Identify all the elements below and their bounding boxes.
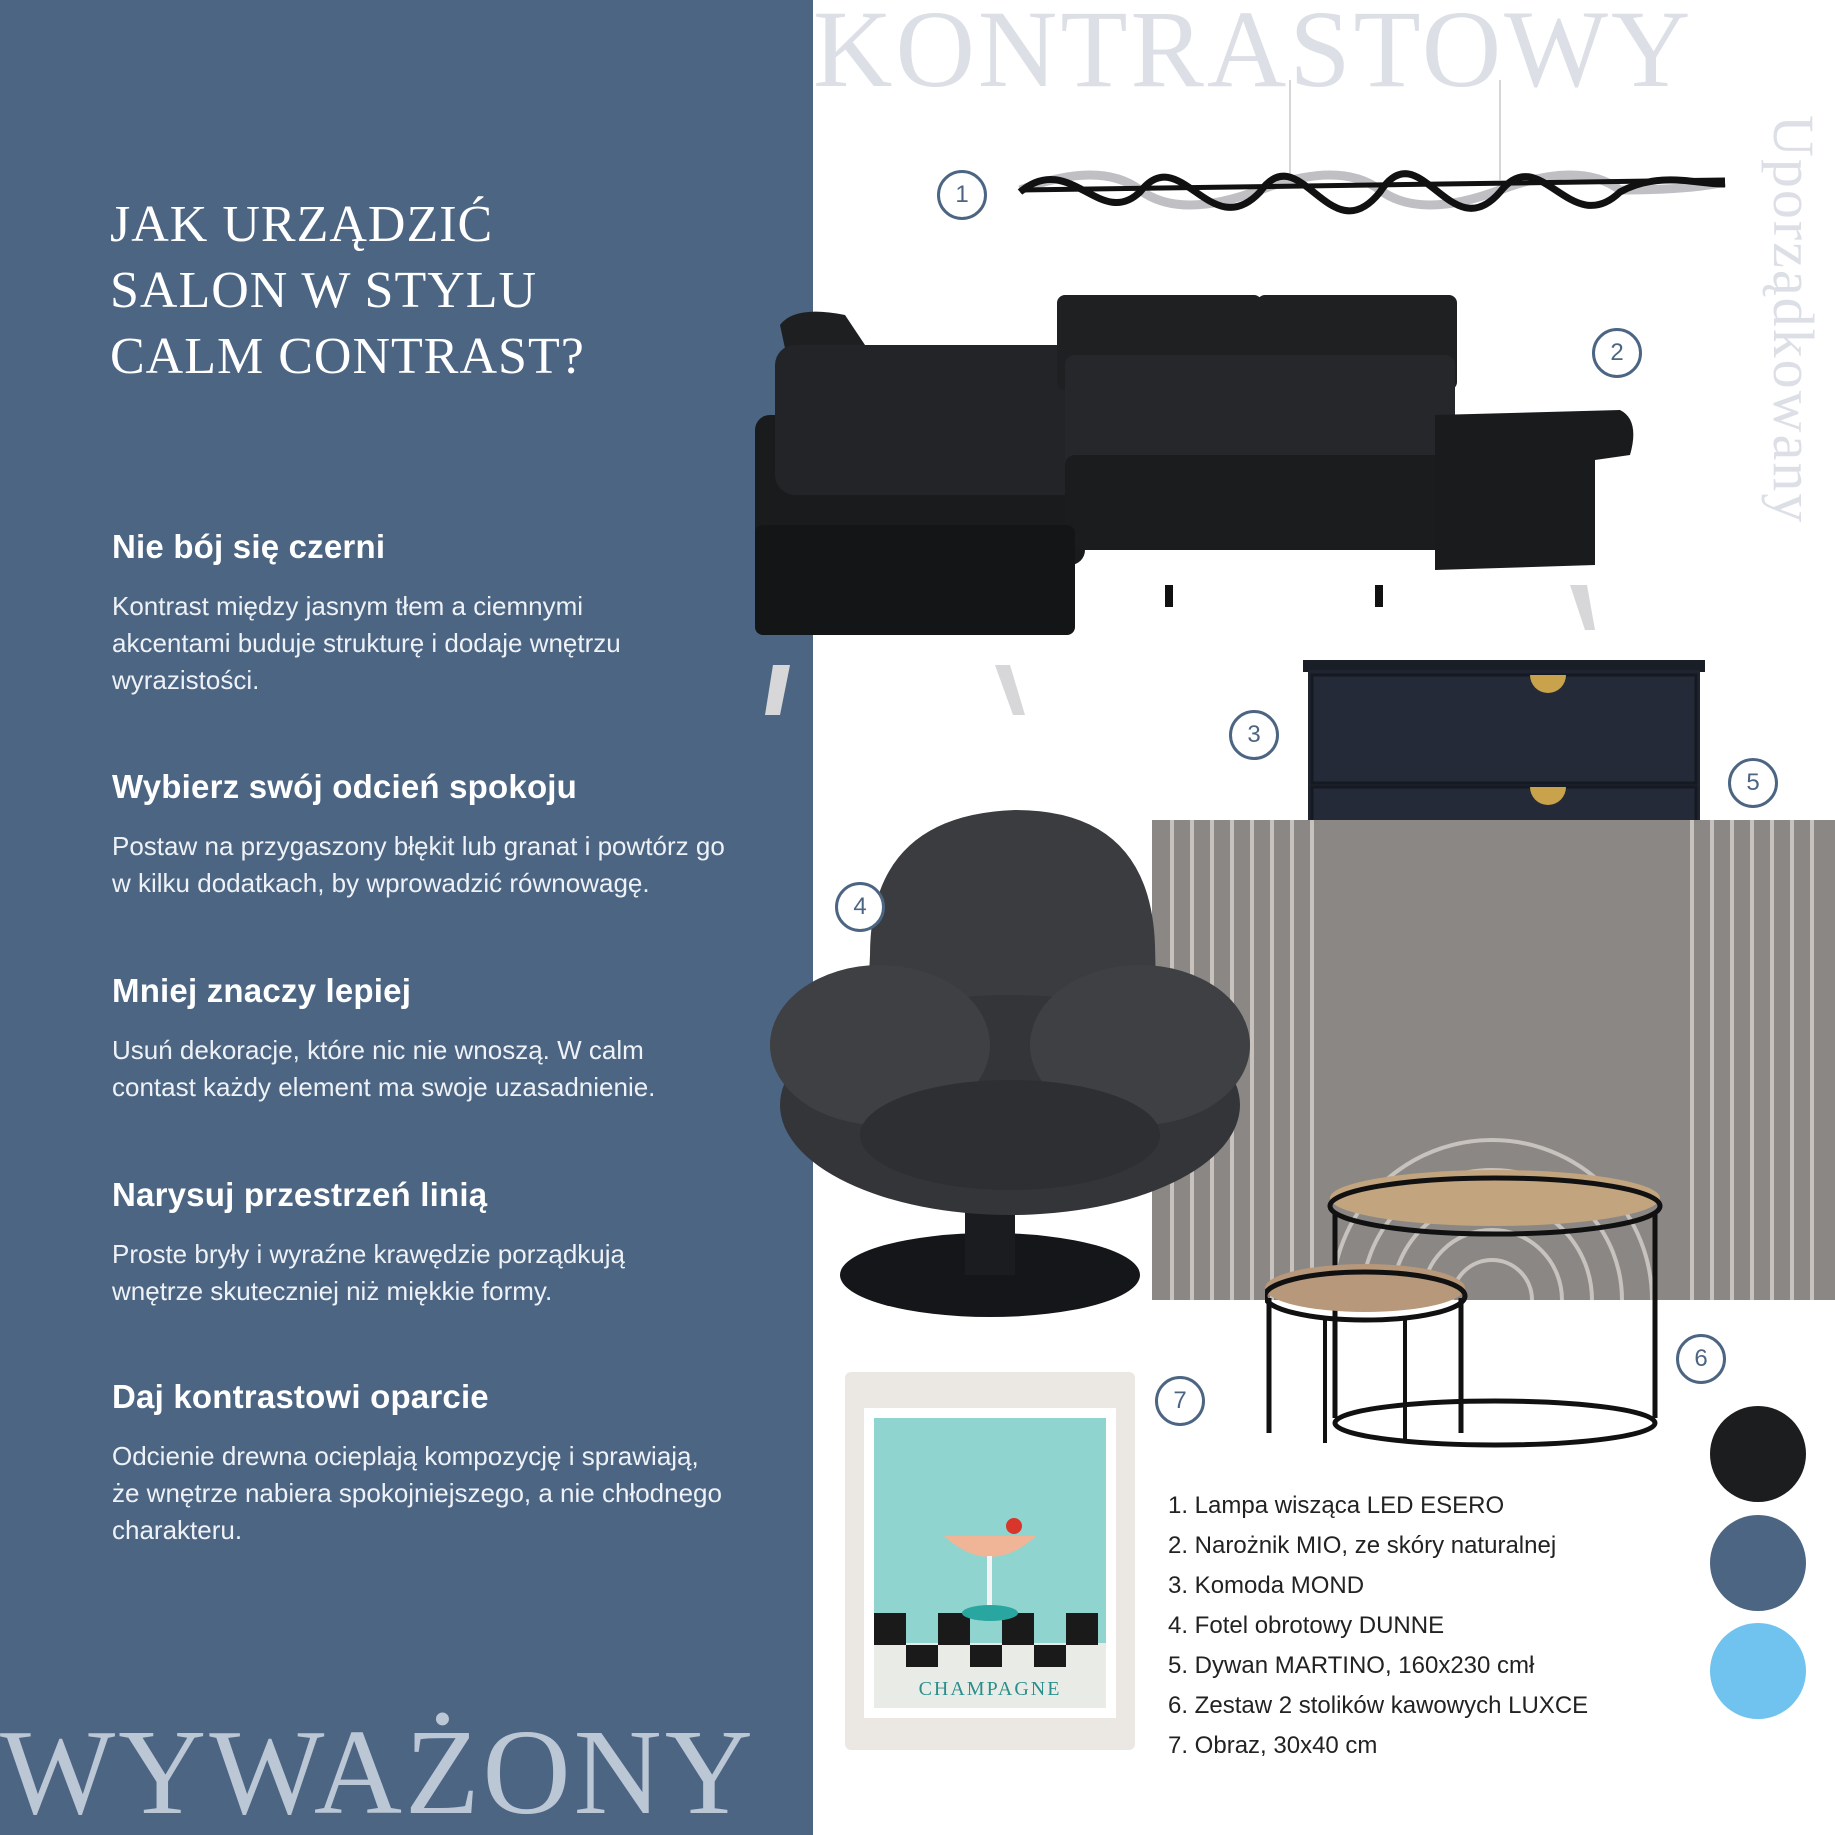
swatch-blue bbox=[1710, 1515, 1806, 1611]
tip-text: Odcienie drewna ocieplają kompozycję i sprawiają, że wnętrze nabiera spokojniejszego, a nie chłodnego charakteru. bbox=[112, 1441, 722, 1545]
tip-heading: Wybierz swój odcień spokoju bbox=[112, 768, 578, 805]
legend-item: 7. Obraz, 30x40 cm bbox=[1168, 1732, 1378, 1759]
poster-frame bbox=[845, 1372, 1135, 1750]
tip-3 bbox=[112, 972, 772, 1106]
pendant-lamp-icon bbox=[1010, 80, 1740, 270]
title-line-2: SALON W STYLU bbox=[110, 262, 538, 319]
badge-4: 4 bbox=[835, 882, 885, 932]
tip-heading: Mniej znaczy lepiej bbox=[112, 972, 412, 1009]
tip-heading: Nie bój się czerni bbox=[112, 528, 386, 565]
coffee-tables-icon bbox=[1265, 1168, 1670, 1448]
badge-5: 5 bbox=[1728, 758, 1778, 808]
tip-text: Usuń dekoracje, które nic nie wnoszą. W calm contast każdy element ma swoje uzasadnienie. bbox=[112, 1035, 656, 1102]
poster-icon bbox=[864, 1408, 1116, 1718]
tip-heading: Narysuj przestrzeń linią bbox=[112, 1176, 488, 1213]
badge-7: 7 bbox=[1155, 1376, 1205, 1426]
title-line-3: CALM CONTRAST? bbox=[110, 328, 585, 385]
swatch-black bbox=[1710, 1406, 1806, 1502]
legend-item: 5. Dywan MARTINO, 160x230 cmł bbox=[1168, 1652, 1535, 1679]
tip-5 bbox=[112, 1378, 772, 1549]
legend-item: 1. Lampa wisząca LED ESERO bbox=[1168, 1492, 1505, 1519]
tip-2 bbox=[112, 768, 772, 902]
tip-text: Postaw na przygaszony błękit lub granat i powtórz go w kilku dodatkach, by wprowadzić równowagę. bbox=[112, 831, 725, 898]
badge-2: 2 bbox=[1592, 328, 1642, 378]
tip-1 bbox=[112, 528, 772, 699]
badge-3: 3 bbox=[1229, 710, 1279, 760]
legend-item: 4. Fotel obrotowy DUNNE bbox=[1168, 1612, 1445, 1639]
page-title bbox=[110, 192, 585, 390]
badge-1: 1 bbox=[937, 170, 987, 220]
tip-heading: Daj kontrastowi oparcie bbox=[112, 1378, 489, 1415]
decor-word-top: KONTRASTOWY bbox=[813, 0, 1694, 110]
poster-caption: CHAMPAGNE bbox=[918, 1678, 1062, 1700]
decor-word-bottom: WYWAŻONY bbox=[0, 1705, 756, 1835]
swatch-light-blue bbox=[1710, 1623, 1806, 1719]
decor-word-vertical: Uporządkowany bbox=[1761, 115, 1826, 525]
tip-text: Kontrast między jasnym tłem a ciemnymi akcentami buduje strukturę i dodaje wnętrzu wyrazistości. bbox=[112, 591, 621, 695]
legend-item: 6. Zestaw 2 stolików kawowych LUXCE bbox=[1168, 1692, 1589, 1719]
legend-item: 3. Komoda MOND bbox=[1168, 1572, 1365, 1599]
product-legend bbox=[1168, 1486, 1588, 1766]
tip-text: Proste bryły i wyraźne krawędzie porządkują wnętrze skuteczniej niż miękkie formy. bbox=[112, 1239, 625, 1306]
title-line-1: JAK URZĄDZIĆ bbox=[110, 196, 494, 253]
tip-4 bbox=[112, 1176, 772, 1310]
badge-6: 6 bbox=[1676, 1334, 1726, 1384]
left-panel bbox=[0, 0, 813, 1835]
legend-item: 2. Narożnik MIO, ze skóry naturalnej bbox=[1168, 1532, 1557, 1559]
armchair-icon bbox=[760, 805, 1265, 1325]
